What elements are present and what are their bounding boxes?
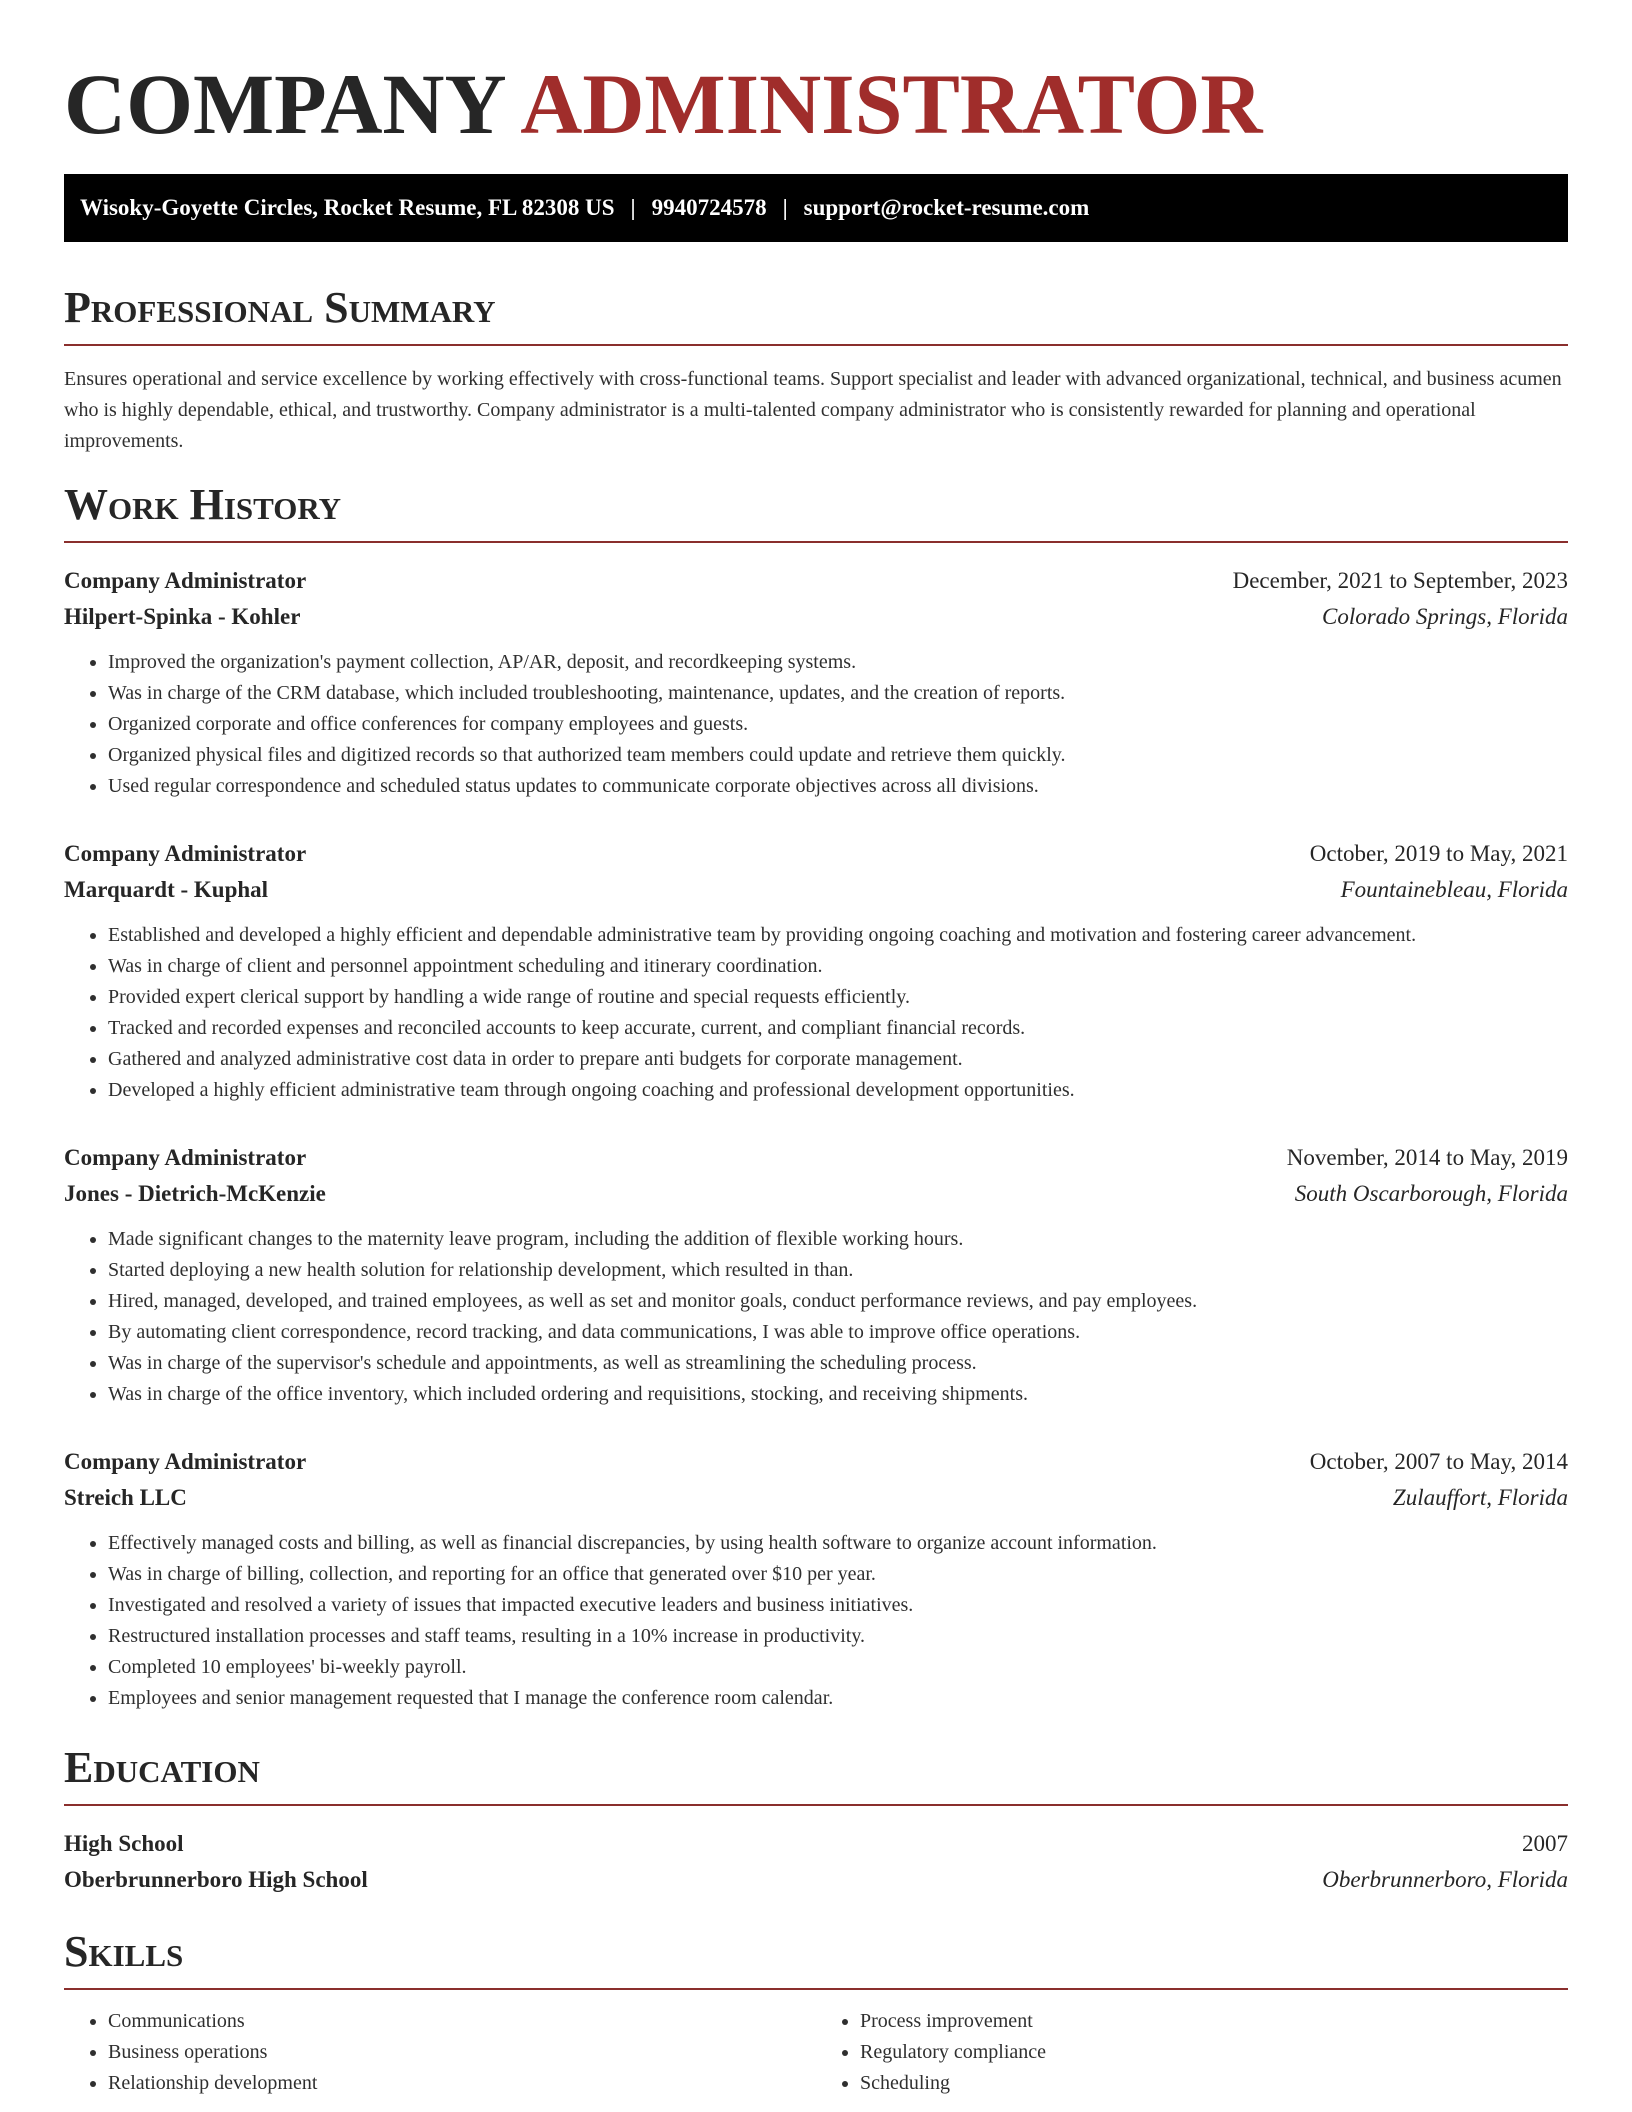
job-dates: November, 2014 to May, 2019: [1286, 1145, 1568, 1170]
contact-separator: |: [782, 195, 788, 220]
contact-address: Wisoky-Goyette Circles, Rocket Resume, FL 82308 US: [80, 195, 615, 220]
contact-email: support@rocket-resume.com: [803, 195, 1090, 220]
job-company-row: [64, 1480, 1568, 1516]
job-bullet: • By automating client correspondence, record tracking, and data communications, I was able to improve office operations.: [108, 1317, 1568, 1348]
job-bullets: [64, 647, 1568, 802]
job-company-row: [64, 872, 1568, 908]
summary-heading: Professional Summary: [64, 282, 1568, 346]
job-title: Company Administrator: [64, 568, 307, 593]
job-bullet: • Established and developed a highly efficient and dependable administrative team by providing ongoing coaching and motivation and fostering career advancement.: [108, 920, 1568, 951]
job-company: Jones - Dietrich-McKenzie: [64, 1181, 326, 1206]
skill-item: • Communications: [108, 2006, 816, 2037]
contact-separator: |: [630, 195, 636, 220]
job-title-row: [64, 836, 1568, 872]
job-bullet: • Employees and senior management requested that I manage the conference room calendar.: [108, 1683, 1568, 1714]
summary-text: Ensures operational and service excellence by working effectively with cross-functional teams. Support specialist and leader with advanced organizational, technical, and business acumen who is highly dependable, ethical, and trustworthy. Company administrator is a multi-talented company administrator who is consistently rewarded for planning and operational improvements.: [64, 368, 1562, 452]
job-bullet: • Provided expert clerical support by handling a wide range of routine and special requests efficiently.: [108, 982, 1568, 1013]
job-location: Zulauffort, Florida: [1392, 1485, 1568, 1510]
work-history-heading: Work History: [64, 479, 1568, 543]
job-bullet: • Organized physical files and digitized records so that authorized team members could update and retrieve them quickly.: [108, 740, 1568, 771]
job-bullet: • Was in charge of the supervisor's schedule and appointments, as well as streamlining the scheduling process.: [108, 1348, 1568, 1379]
job-bullet: • Was in charge of billing, collection, and reporting for an office that generated over $10 per year.: [108, 1559, 1568, 1590]
job-title-row: [64, 1140, 1568, 1176]
job-location: Fountainebleau, Florida: [1340, 877, 1568, 902]
job-bullet: • Was in charge of client and personnel appointment scheduling and itinerary coordination.: [108, 951, 1568, 982]
education-heading: Education: [64, 1742, 1568, 1806]
job-bullet: • Organized corporate and office conferences for company employees and guests.: [108, 709, 1568, 740]
job-title: Company Administrator: [64, 841, 307, 866]
skill-item: • Regulatory compliance: [860, 2037, 1568, 2068]
job-bullets: [64, 920, 1568, 1106]
job-bullet: • Was in charge of the CRM database, which included troubleshooting, maintenance, updates, and the creation of reports.: [108, 678, 1568, 709]
education-school: Oberbrunnerboro High School: [64, 1867, 368, 1892]
job-title-row: [64, 1444, 1568, 1480]
job-dates: December, 2021 to September, 2023: [1232, 568, 1568, 593]
skills-column: [64, 2006, 816, 2099]
job-dates: October, 2019 to May, 2021: [1309, 841, 1568, 866]
contact-bar: [64, 174, 1568, 242]
resume-name: [64, 58, 1568, 150]
skills-column: [816, 2006, 1568, 2099]
education-entry: [64, 1826, 1568, 1898]
education-degree: High School: [64, 1831, 184, 1856]
job-bullet: • Completed 10 employees' bi-weekly payroll.: [108, 1652, 1568, 1683]
skill-item: • Business operations: [108, 2037, 816, 2068]
first-name: COMPANY: [64, 56, 504, 152]
education-degree-row: [64, 1826, 1568, 1862]
education-school-row: [64, 1862, 1568, 1898]
job-title: Company Administrator: [64, 1145, 307, 1170]
job-entry: [64, 1140, 1568, 1410]
skill-item: • Scheduling: [860, 2068, 1568, 2099]
job-bullet: • Effectively managed costs and billing, as well as financial discrepancies, by using health software to organize account information.: [108, 1528, 1568, 1559]
job-bullet: • Started deploying a new health solution for relationship development, which resulted in than.: [108, 1255, 1568, 1286]
job-bullet: • Investigated and resolved a variety of issues that impacted executive leaders and business initiatives.: [108, 1590, 1568, 1621]
job-company-row: [64, 1176, 1568, 1212]
job-bullets: [64, 1528, 1568, 1714]
job-company: Streich LLC: [64, 1485, 187, 1510]
contact-phone: 9940724578: [651, 195, 767, 220]
job-bullet: • Used regular correspondence and scheduled status updates to communicate corporate objectives across all divisions.: [108, 771, 1568, 802]
job-bullet: • Developed a highly efficient administrative team through ongoing coaching and professional development opportunities.: [108, 1075, 1568, 1106]
job-entry: [64, 563, 1568, 802]
job-bullet: • Gathered and analyzed administrative cost data in order to prepare anti budgets for corporate management.: [108, 1044, 1568, 1075]
job-bullet: • Tracked and recorded expenses and reconciled accounts to keep accurate, current, and compliant financial records.: [108, 1013, 1568, 1044]
job-location: South Oscarborough, Florida: [1294, 1181, 1568, 1206]
education-location: Oberbrunnerboro, Florida: [1322, 1867, 1568, 1892]
skill-item: • Relationship development: [108, 2068, 816, 2099]
job-company-row: [64, 599, 1568, 635]
job-dates: October, 2007 to May, 2014: [1309, 1449, 1568, 1474]
job-title: Company Administrator: [64, 1449, 307, 1474]
job-location: Colorado Springs, Florida: [1321, 604, 1568, 629]
education-year: 2007: [1522, 1831, 1568, 1856]
skills-heading: Skills: [64, 1926, 1568, 1990]
job-title-row: [64, 563, 1568, 599]
job-company: Marquardt - Kuphal: [64, 877, 269, 902]
job-bullet: • Made significant changes to the maternity leave program, including the addition of flexible working hours.: [108, 1224, 1568, 1255]
last-name: ADMINISTRATOR: [520, 56, 1263, 152]
job-bullet: • Hired, managed, developed, and trained employees, as well as set and monitor goals, conduct performance reviews, and pay employees.: [108, 1286, 1568, 1317]
skill-item: • Process improvement: [860, 2006, 1568, 2037]
job-entry: [64, 836, 1568, 1106]
job-company: Hilpert-Spinka - Kohler: [64, 604, 301, 629]
job-bullet: • Was in charge of the office inventory, which included ordering and requisitions, stocking, and receiving shipments.: [108, 1379, 1568, 1410]
skills-list: [64, 2006, 1568, 2099]
job-entry: [64, 1444, 1568, 1714]
job-bullets: [64, 1224, 1568, 1410]
job-bullet: • Improved the organization's payment collection, AP/AR, deposit, and recordkeeping systems.: [108, 647, 1568, 678]
job-bullet: • Restructured installation processes and staff teams, resulting in a 10% increase in productivity.: [108, 1621, 1568, 1652]
